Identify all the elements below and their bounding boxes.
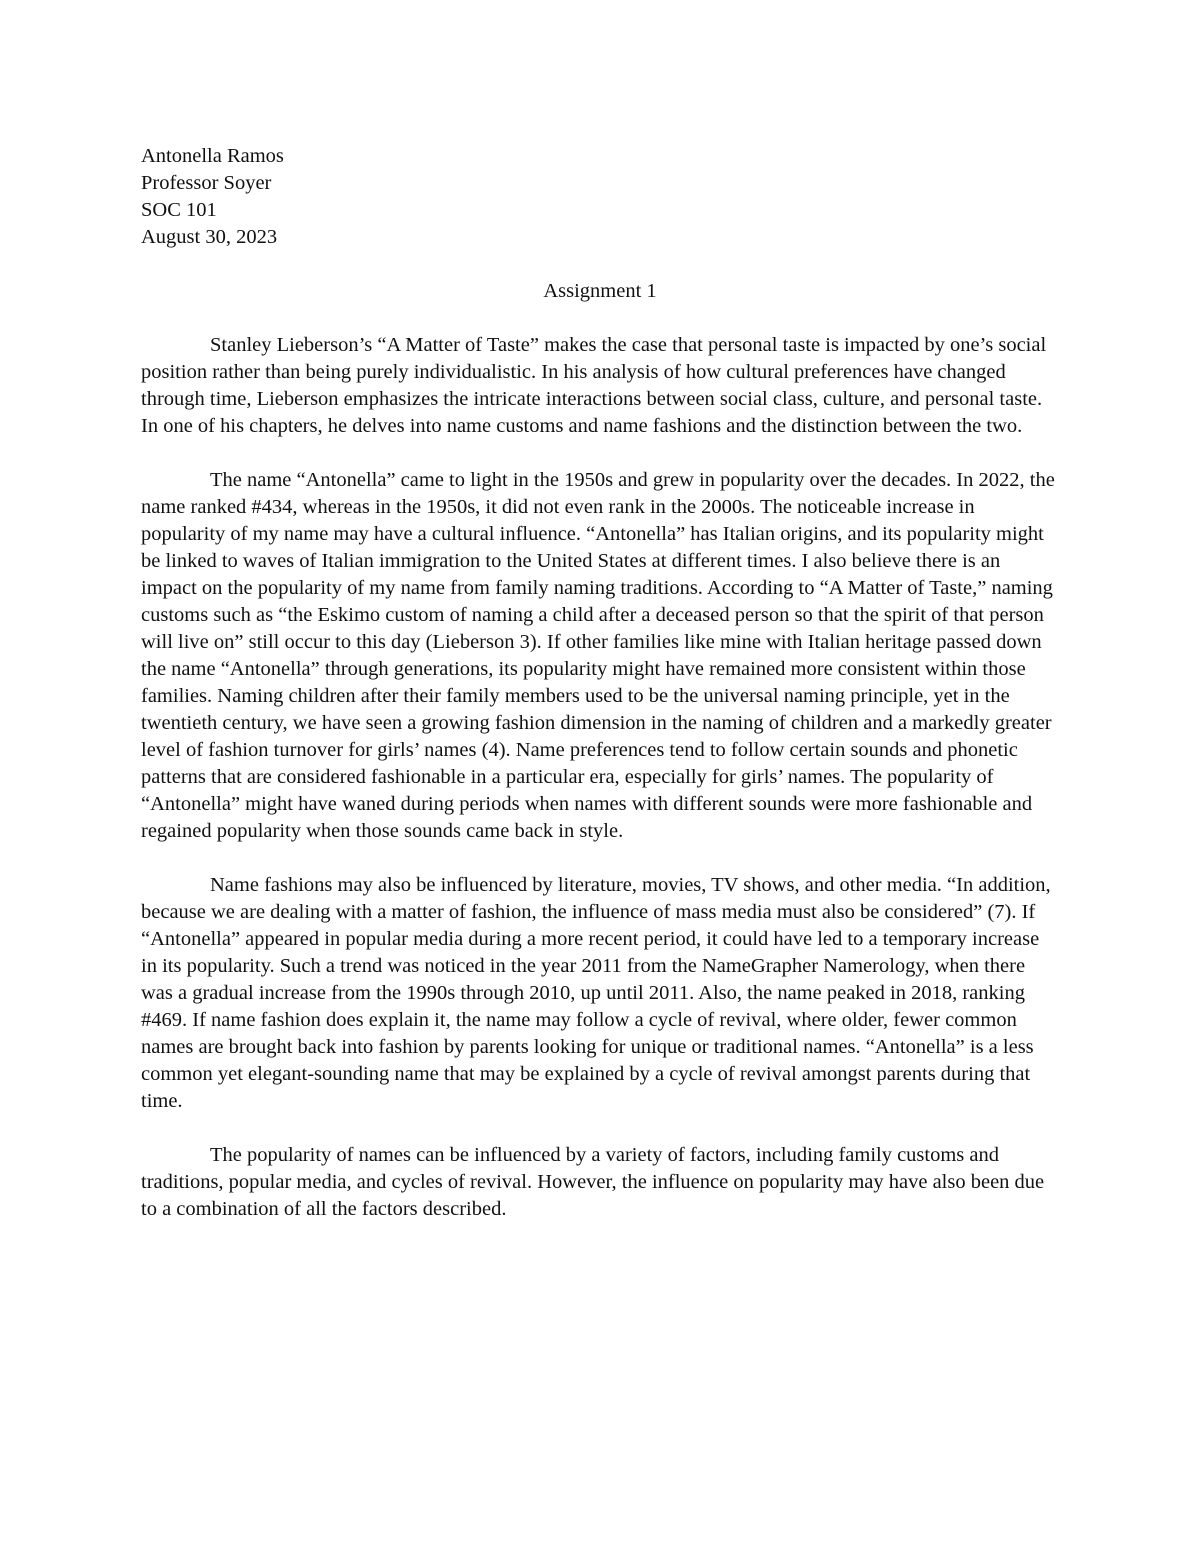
professor-name: Professor Soyer: [141, 172, 272, 194]
document-body: [141, 143, 1059, 1223]
student-name: Antonella Ramos: [141, 145, 284, 167]
assignment-title: Assignment 1: [543, 280, 657, 302]
course-code: SOC 101: [141, 199, 217, 221]
header-block: [141, 143, 1059, 251]
paragraph-intro: Stanley Lieberson’s “A Matter of Taste” makes the case that personal taste is impacted by one’s social position rather than being purely individualistic. In his analysis of how cultural preferences have changed through time, Lieberson emphasizes the intricate interactions between social class, culture, and personal taste. In one of his chapters, he delves into name customs and name fashions and the distinction between the two.: [141, 334, 1047, 437]
paragraph-name-history: The name “Antonella” came to light in the 1950s and grew in popularity over the decades. In 2022, the name ranked #434, whereas in the 1950s, it did not even rank in the 2000s. The noticeable increase in popularity of my name may have a cultural influence. “Antonella” has Italian origins, and its popularity might be linked to waves of Italian immigration to the United States at different times. I also believe there is an impact on the popularity of my name from family naming traditions. According to “A Matter of Taste,” naming customs such as “the Eskimo custom of naming a child after a deceased person so that the spirit of that person will live on” still occur to this day (Lieberson 3). If other families like mine with Italian heritage passed down the name “Antonella” through generations, its popularity might have remained more consistent within those families. Naming children after their family members used to be the universal naming principle, yet in the twentieth century, we have seen a growing fashion dimension in the naming of children and a markedly greater level of fashion turnover for girls’ names (4). Name preferences tend to follow certain sounds and phonetic patterns that are considered fashionable in a particular era, especially for girls’ names. The popularity of “Antonella” might have waned during periods when names with different sounds were more fashionable and regained popularity when those sounds came back in style.: [141, 469, 1055, 842]
paragraph-media-influence: Name fashions may also be influenced by literature, movies, TV shows, and other media. “In addition, because we are dealing with a matter of fashion, the influence of mass media must also be considered” (7). If “Antonella” appeared in popular media during a more recent period, it could have led to a temporary increase in its popularity. Such a trend was noticed in the year 2011 from the NameGrapher Namerology, when there was a gradual increase from the 1990s through 2010, up until 2011. Also, the name peaked in 2018, ranking #469. If name fashion does explain it, the name may follow a cycle of revival, where older, fewer common names are brought back into fashion by parents looking for unique or traditional names. “Antonella” is a less common yet elegant-sounding name that may be explained by a cycle of revival amongst parents during that time.: [141, 874, 1051, 1112]
submission-date: August 30, 2023: [141, 226, 278, 248]
paragraph-conclusion: The popularity of names can be influenced by a variety of factors, including family customs and traditions, popular media, and cycles of revival. However, the influence on popularity may have also been due to a combination of all the factors described.: [141, 1144, 1045, 1220]
